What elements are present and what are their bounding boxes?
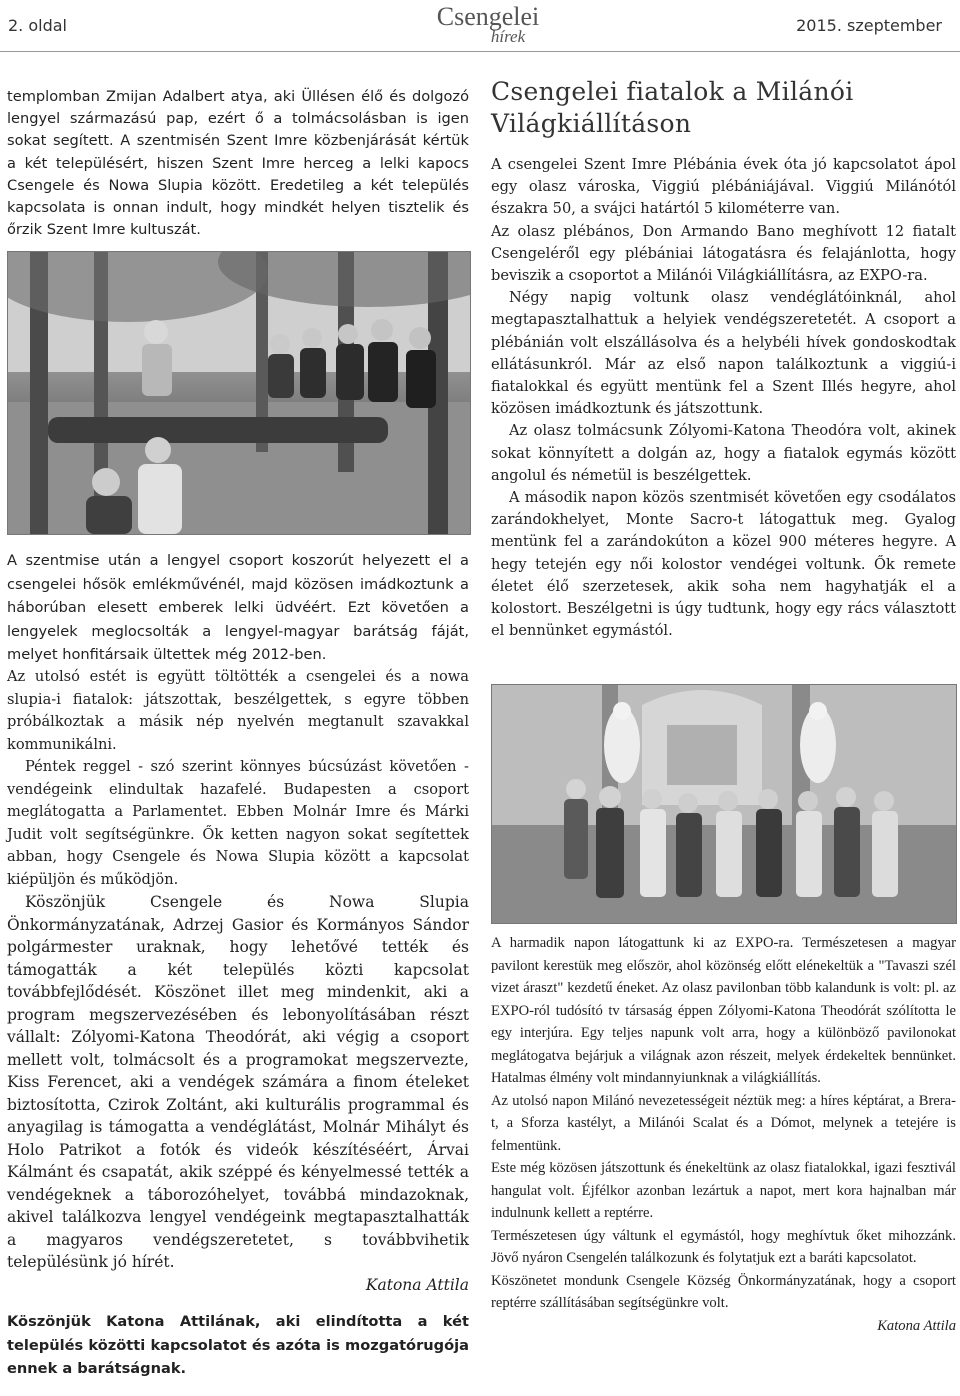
page-header xyxy=(0,0,960,52)
milan-p3: Négy napig voltunk olasz vendéglátóinknál, ahol megtapasztalhattuk a helyiek vendégszeretetét. A csoport a plébánián volt elszállásolva és a helybéli hívek gondoskodtak ellátásunkról. Már az első napon találkoztunk a viggiú-i fiatalokkal és együtt mentünk fel a Szent Illés hegyre, ahol közösen imádkoztunk és játszottunk. xyxy=(491,289,956,418)
milan-p10: Köszönetet mondunk Csengele Község Önkormányzatának, hogy a csoport reptérre szállításában segítségünkre volt. xyxy=(491,1272,956,1312)
photo-church-choir-illustration xyxy=(492,685,956,923)
page-number: 2. oldal xyxy=(8,16,67,35)
milan-p7: Az utolsó napon Milánó nevezetességeit néztük meg: a híres képtárat, a Brera-t, a Sforza kastélyt, a Milánói Scalat és a Dómot, melynek a tetejére is felmentünk. xyxy=(491,1092,956,1154)
milan-p2: Az olasz plébános, Don Armando Bano meghívott 12 fiatalt Csengeléről egy plébániai látogatásra és felajánlotta, hogy beviszik a csoportot a Milánói Világkiállításra, az EXPO-ra. xyxy=(491,222,956,285)
issue-date: 2015. szeptember xyxy=(796,16,942,35)
friday-paragraph: Péntek reggel - szó szerint könnyes búcsúzást követően - vendégeink elindultak hazafelé. Budapesten a csoport meglátogatta a Parlamentet. Ebben Molnár Imre és Márki Judit volt segítségünkre. Ők ketten nagyon sokat segítettek abban, hogy Csengele és Nowa Slupia között a kapcsolat kiépüljön és működjön. xyxy=(7,758,469,888)
closing-paragraph: Köszönjük Katona Attilának, aki elindította a két település közötti kapcsolatot és azóta is mozgatórugója ennek a barátságnak. xyxy=(7,1313,469,1378)
right-signature: Katona Attila xyxy=(877,1317,956,1334)
wreath-paragraph: A szentmise után a lengyel csoport koszorút helyezett el a csengelei hősök emlékművénél, majd közösen imádkoztunk a háborúban elesett emberek lelki üdvéért. Ezt követően a lengyelek meglocsolták a lengyel-magyar barátság fáját, melyet honfitársaik ültettek még 2012-ben. xyxy=(7,552,469,664)
milan-p1: A csengelei Szent Imre Plébánia évek óta jó kapcsolatot ápol egy olasz városka, Viggiú plébániájával. Viggiú Milánótól északra 50, a svájci határtól 5 kilométerre van. xyxy=(491,156,956,218)
photo-church-choir xyxy=(491,684,957,924)
left-signature: Katona Attila xyxy=(365,1275,469,1294)
photo-group-outdoors-illustration xyxy=(8,252,470,534)
masthead-logo xyxy=(428,4,548,45)
last-evening-paragraph: Az utolsó estét is együtt töltötték a csengelei és a nowa slupia-i fiatalok: játszottak, beszélgettek, s egyre többen próbálkoztak a másik nép nyelvén megtanult szavakkal kommunikálni. xyxy=(7,668,469,753)
right-column xyxy=(491,76,956,1337)
milan-p5: A második napon közös szentmisét követően egy csodálatos zarándokhelyet, Monte Sacro-t látogattuk meg. Gyalog mentünk fel a zarándokúton a közel 900 méteres hegyre. A hegy tetején egy női kolostor vendégei voltunk. Ők remete életet élő szerzetesek, akik soha nem hagyhatják el a kolostort. Beszélgetni is úgy tudtunk, hogy egy rács választott el bennünket egymástól. xyxy=(491,489,956,640)
article-title: Csengelei fiatalok a Milánói Világkiállításon xyxy=(491,77,854,138)
logo-main-text: Csengelei xyxy=(436,2,540,31)
thanks-paragraph: Köszönjük Csengele és Nowa Slupia Önkormányzatának, Adrzej Gasior és Kormányos Sándor polgármester uraknak, hogy lehetővé tették és támogatták a két település közti kapcsolat továbbfejlődését. Köszönet illet meg mindenkit, aki a program megszervezésében és lebonyolításában részt vállalt: Zólyomi-Katona Theodórát, aki végig a csoport mellett volt, tolmácsolt és a programokat megszervezte, Kiss Ferencet, aki a vendégek számára a finom ételeket biztosította, Czirok Zoltánt, aki kulturális programmal és anyagilag is támogatta a vendéglátást, Molnár Mihályt és Holo Patrikot a fotók és videók készítéséért, Árvai Kálmánt és csapatát, akik széppé és kényelmessé tették a vendégeknek a táborozóhelyet, továbbá mindazoknak, akivel találkozva lengyel vendégeink megtapasztalhatták a magyaros vendégszeretetet, s továbbvihetik településünk jó hírét. xyxy=(7,893,469,1272)
milan-p9: Természetesen úgy váltunk el egymástól, hogy meghívtuk őket mihozzánk. Jövő nyáron Csengelén találkozunk és folytatjuk ezt a baráti kapcsolatot. xyxy=(491,1227,956,1267)
left-column xyxy=(7,86,469,1381)
milan-p8: Este még közösen játszottunk és énekeltünk az olasz fiatalokkal, igazi fesztivál hangulat volt. Éjfélkor azonban lezártuk a napot, mert kora hajnalban már indulnunk kellett a reptérre. xyxy=(491,1160,956,1222)
logo-sub-text: hírek xyxy=(490,27,526,46)
milan-p4: Az olasz tolmácsunk Zólyomi-Katona Theodóra volt, akinek sokat könnyített a dolgán az, hogy a fiatalok egymás között angolul és németül is beszélgettek. xyxy=(491,422,956,484)
intro-paragraph: templomban Zmijan Adalbert atya, aki Üllésen élő és dolgozó lengyel származású pap, ezért ő a tolmácsolásban is igen sokat segített. A szentmisén Szent Imre közbenjárását kértük a két településért, hiszen Szent Imre herceg a lelki kapocs Csengele és Nowa Slupia között. Eredetileg a két település kapcsolata is onnan indult, hogy mindkét helyen tisztelik és őrzik Szent Imre kultuszát. xyxy=(7,88,469,239)
header-rule xyxy=(0,51,960,52)
photo-group-outdoors xyxy=(7,251,471,535)
milan-p6: A harmadik napon látogattunk ki az EXPO-ra. Természetesen a magyar pavilont kerestük meg először, ahol közönség előtt elénekeltük a "Tavaszi szél vizet áraszt" kezdetű éneket. Az olasz pavilonban több kalandunk is volt: pl. az EXPO-ról tudósító tv társaság éppen Zólyomi-Katona Theodórát szólította le egy interjúra. Egy teljes napunk volt arra, hogy a különböző pavilonokat meglátogatva bejárjuk a világnak azon részeit, melyek érdekeltek bennünket. Hatalmas élmény volt mindannyiunknak a világkiállítás. xyxy=(491,935,956,1087)
